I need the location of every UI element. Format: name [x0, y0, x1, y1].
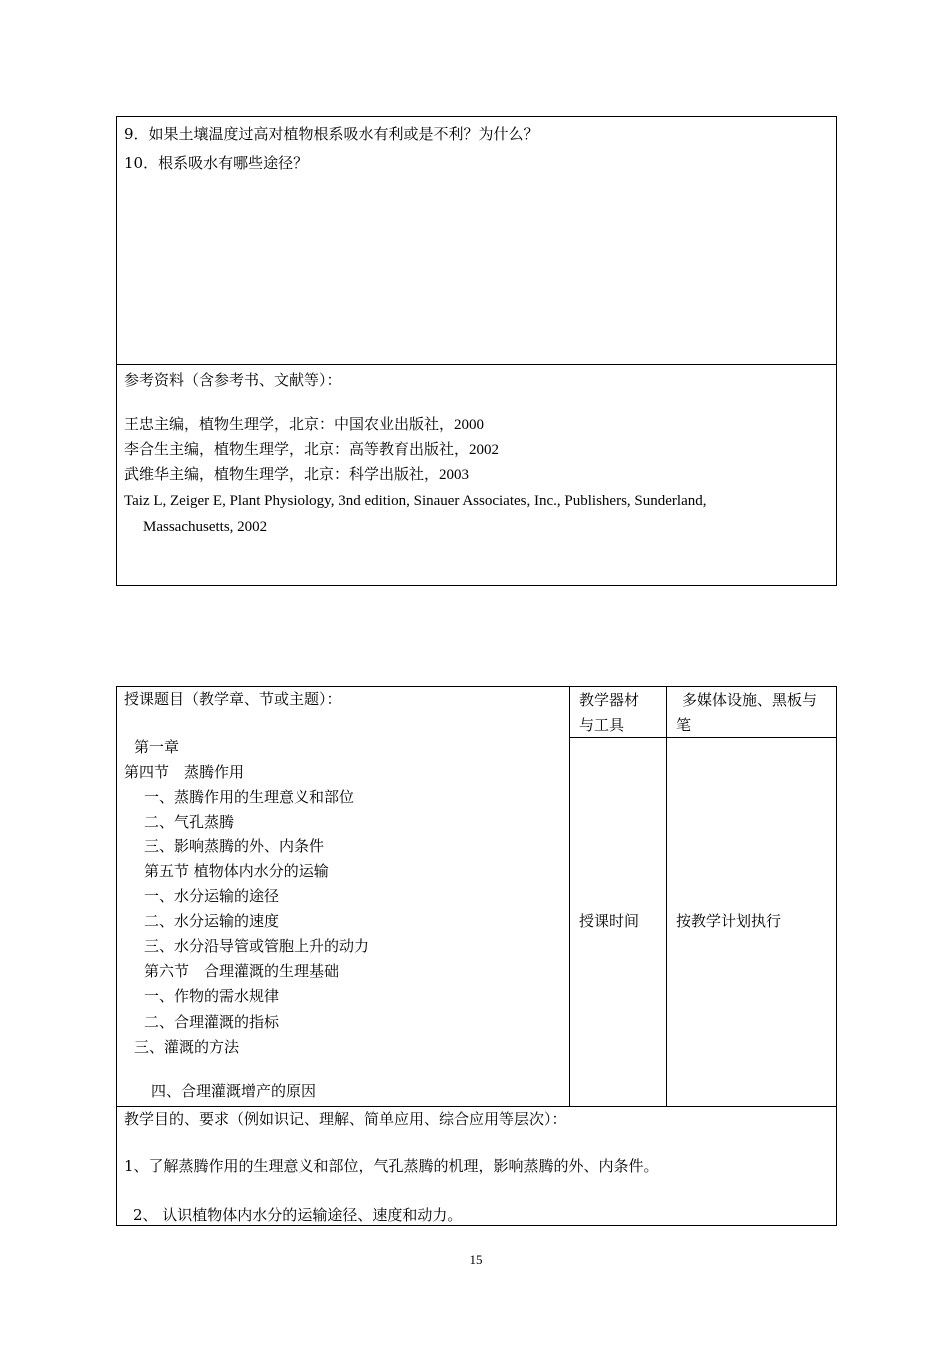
column-divider [666, 686, 667, 1106]
time-label: 授课时间 [579, 912, 640, 930]
equipment-value: 笔 [676, 716, 692, 734]
equipment-label: 教学器材 [579, 691, 640, 709]
topic-line: 第四节 蒸腾作用 [124, 763, 245, 781]
objectives-heading: 教学目的、要求（例如识记、理解、简单应用、综合应用等层次）： [124, 1110, 567, 1128]
topic-line: 三、水分沿导管或管胞上升的动力 [144, 937, 370, 955]
topic-line: 二、水分运输的速度 [144, 912, 280, 930]
topic-line: 第一章 [134, 738, 180, 756]
topic-line: 一、水分运输的途径 [144, 887, 280, 905]
reference-item: Taiz L, Zeiger E, Plant Physiology, 3nd edition, Sinauer Associates, Inc., Publishers, Sunderland, [124, 493, 707, 509]
reference-item: 武维华主编，植物生理学，北京：科学出版社，2003 [124, 467, 470, 483]
topic-line: 二、合理灌溉的指标 [144, 1013, 280, 1031]
topic-line: 一、蒸腾作用的生理意义和部位 [144, 788, 355, 806]
questions-table [116, 116, 837, 586]
equipment-label: 与工具 [579, 716, 625, 734]
objective-item: 2、 认识植物体内水分的运输途径、速度和动力。 [133, 1206, 463, 1224]
objective-item: 1、了解蒸腾作用的生理意义和部位，气孔蒸腾的机理，影响蒸腾的外、内条件。 [124, 1157, 659, 1175]
topic-line: 三、影响蒸腾的外、内条件 [144, 837, 325, 855]
question-item: 9．如果土壤温度过高对植物根系吸水有利或是不利？为什么？ [124, 125, 539, 143]
row-divider [569, 737, 837, 738]
equipment-value: 多媒体设施、黑板与 [682, 691, 818, 709]
column-divider [569, 686, 570, 1106]
topic-line: 四、合理灌溉增产的原因 [151, 1082, 317, 1100]
topic-heading: 授课题目（教学章、节或主题）： [124, 690, 342, 708]
references-heading: 参考资料（含参考书、文献等）： [124, 371, 342, 389]
table-divider [116, 364, 837, 365]
topic-line: 三、灌溉的方法 [134, 1038, 240, 1056]
reference-item: 王忠主编，植物生理学，北京：中国农业出版社，2000 [124, 417, 485, 433]
topic-line: 第六节 合理灌溉的生理基础 [144, 962, 340, 980]
question-item: 10．根系吸水有哪些途径？ [124, 154, 309, 172]
reference-item: Massachusetts, 2002 [143, 519, 268, 535]
time-value: 按教学计划执行 [676, 912, 782, 930]
topic-line: 第五节 植物体内水分的运输 [144, 862, 329, 880]
row-divider [116, 1106, 837, 1107]
reference-item: 李合生主编，植物生理学，北京：高等教育出版社，2002 [124, 442, 500, 458]
topic-line: 二、气孔蒸腾 [144, 813, 235, 831]
topic-line: 一、作物的需水规律 [144, 987, 280, 1005]
page-number: 15 [469, 1252, 483, 1267]
